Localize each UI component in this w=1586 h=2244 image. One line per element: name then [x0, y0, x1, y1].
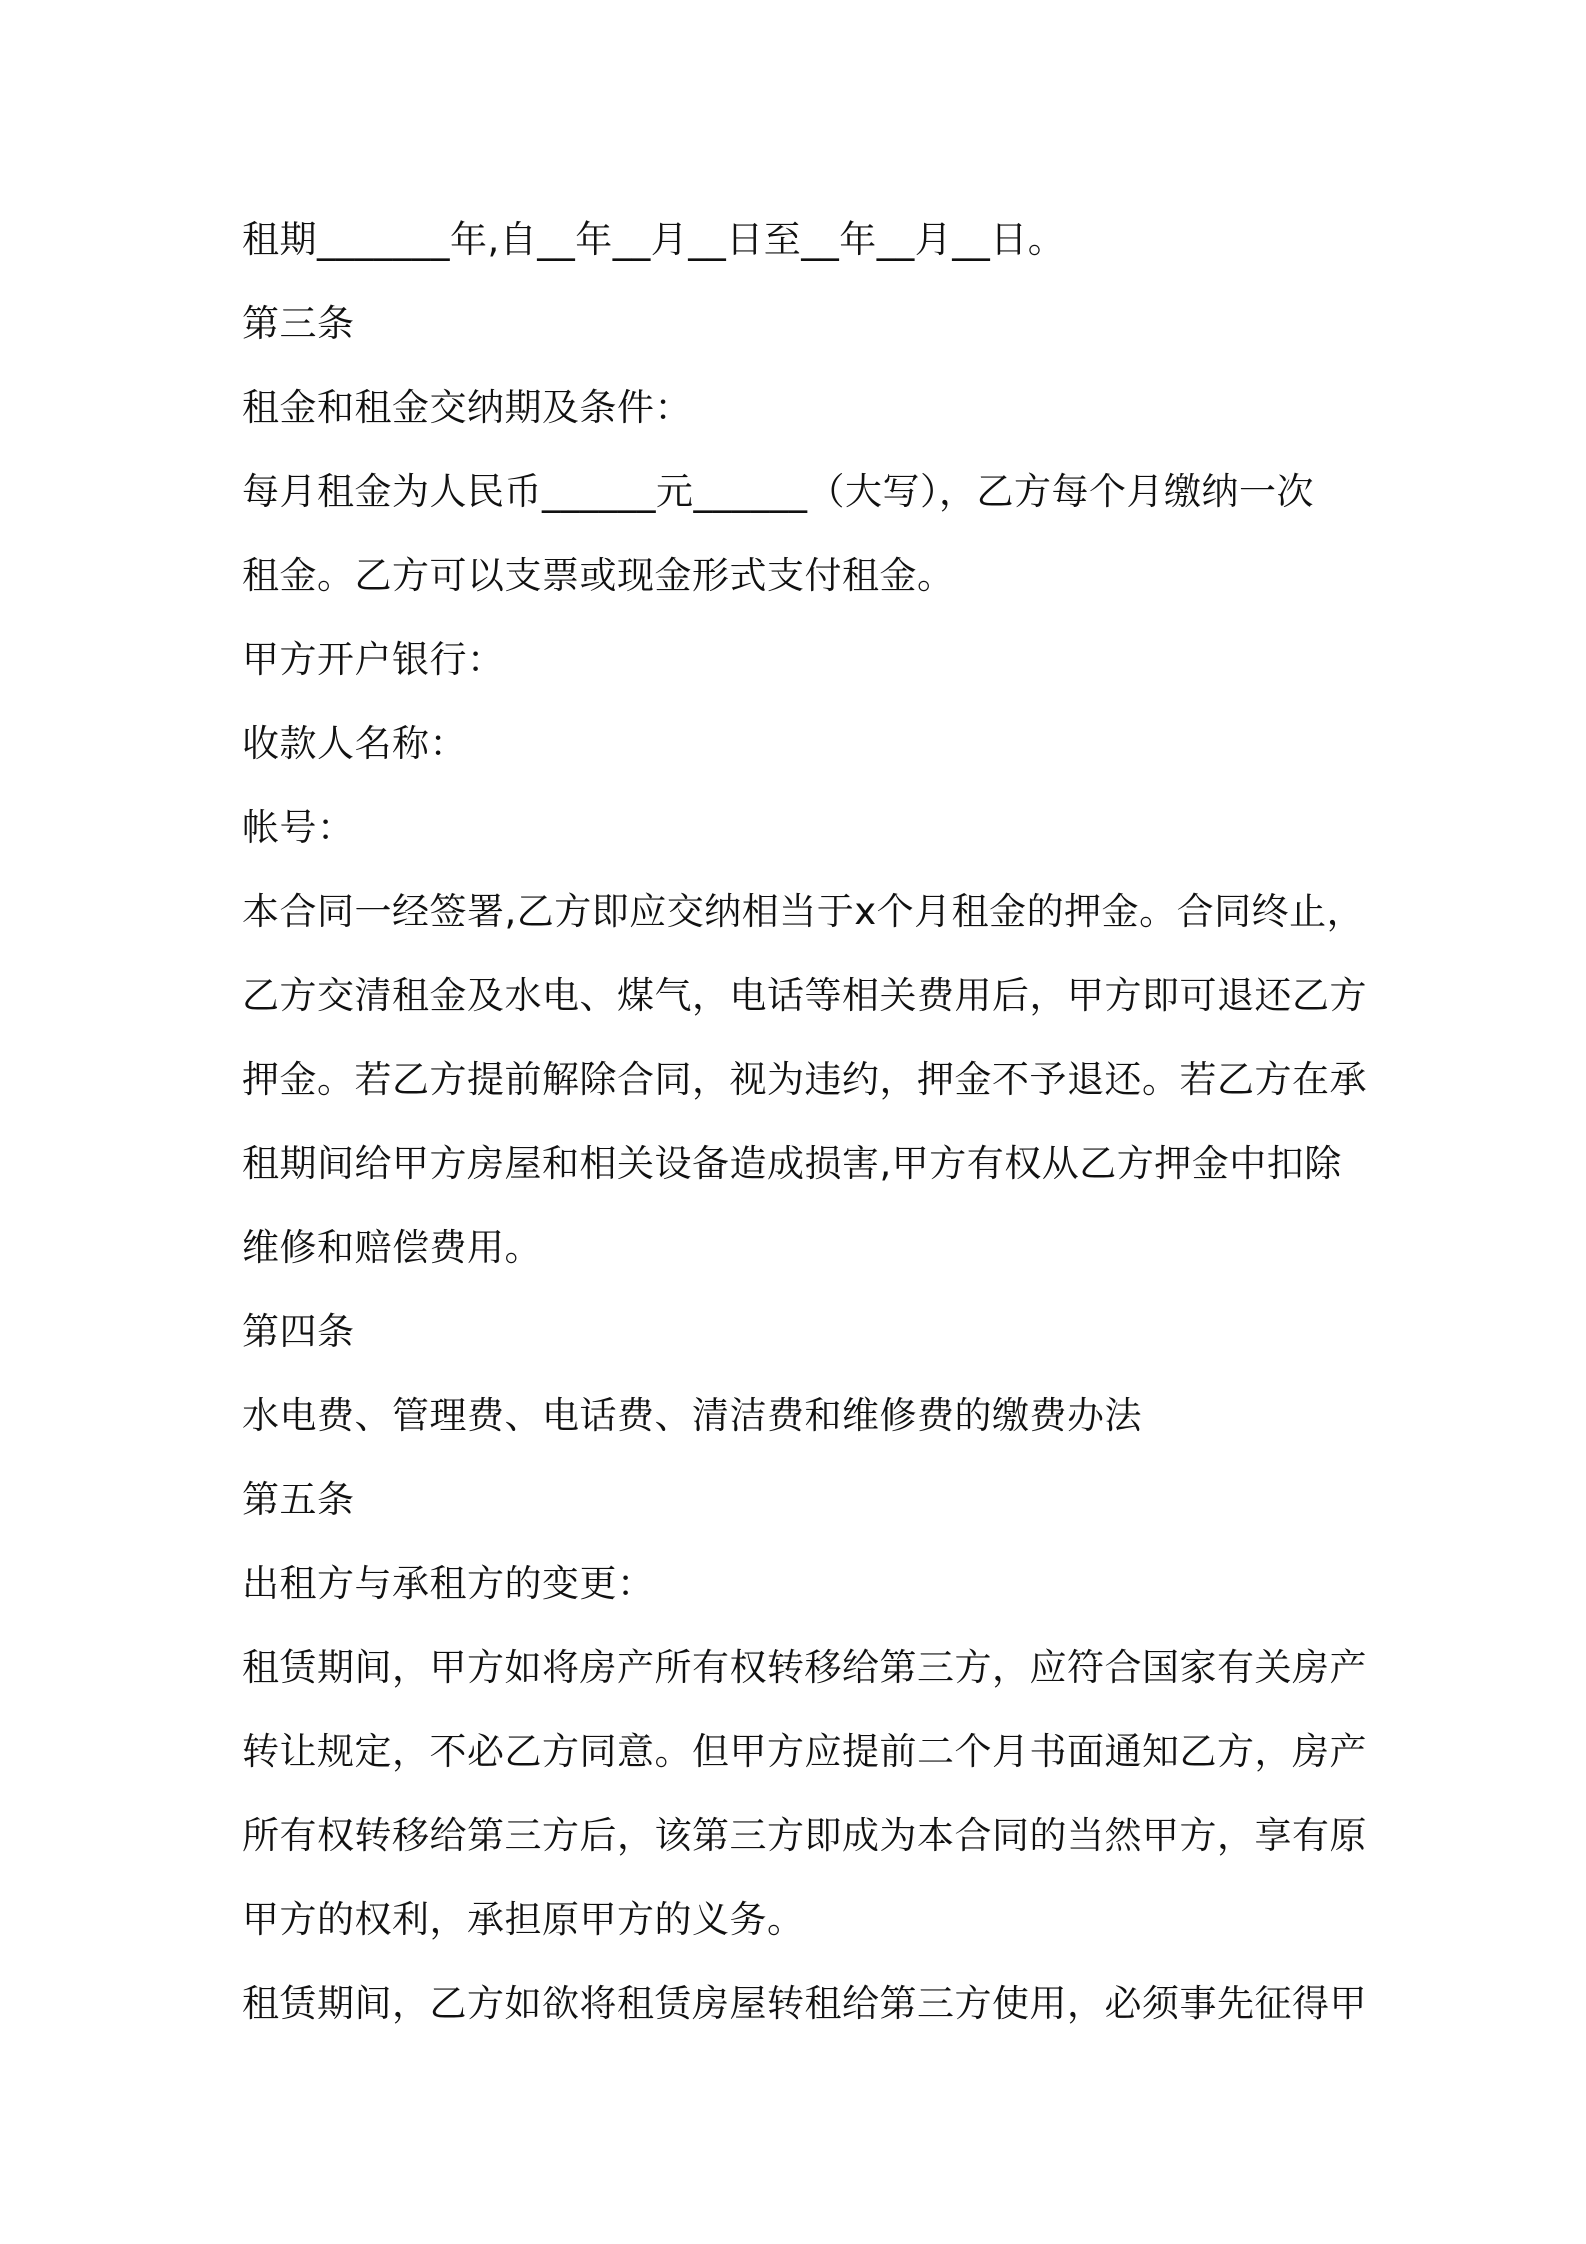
- account-field: 帐号：: [242, 806, 355, 849]
- deposit-paragraph-line-4: 租期间给甲方房屋和相关设备造成损害,甲方有权从乙方押金中扣除: [242, 1142, 1342, 1185]
- sublease-line-1: 租赁期间，乙方如欲将租赁房屋转租给第三方使用，必须事先征得甲: [242, 1982, 1367, 2025]
- ownership-transfer-line-1: 租赁期间，甲方如将房产所有权转移给第三方，应符合国家有关房产: [242, 1646, 1367, 1689]
- payee-field: 收款人名称：: [242, 722, 467, 765]
- article-3-heading: 第三条: [242, 302, 355, 345]
- ownership-transfer-line-2: 转让规定，不必乙方同意。但甲方应提前二个月书面通知乙方，房产: [242, 1730, 1367, 1773]
- deposit-paragraph-line-3: 押金。若乙方提前解除合同，视为违约，押金不予退还。若乙方在承: [242, 1058, 1367, 1101]
- fees-payment-line: 水电费、管理费、电话费、清洁费和维修费的缴费办法: [242, 1394, 1142, 1437]
- article-4-heading: 第四条: [242, 1310, 355, 1353]
- deposit-paragraph-line-1: 本合同一经签署,乙方即应交纳相当于x个月租金的押金。合同终止，: [242, 890, 1365, 933]
- deposit-paragraph-line-2: 乙方交清租金及水电、煤气，电话等相关费用后，甲方即可退还乙方: [242, 974, 1367, 1017]
- deposit-paragraph-line-5: 维修和赔偿费用。: [242, 1226, 542, 1269]
- bank-field: 甲方开户银行：: [242, 638, 505, 681]
- lease-term-line: 租期_______年,自__年__月__日至__年__月__日。: [242, 218, 1066, 261]
- monthly-rent-line: 每月租金为人民币______元______（大写），乙方每个月缴纳一次: [242, 470, 1314, 513]
- document-body: [242, 198, 1367, 2046]
- payment-method-line: 租金。乙方可以支票或现金形式支付租金。: [242, 554, 955, 597]
- rent-terms-title: 租金和租金交纳期及条件：: [242, 386, 692, 429]
- article-5-heading: 第五条: [242, 1478, 355, 1521]
- ownership-transfer-line-3: 所有权转移给第三方后，该第三方即成为本合同的当然甲方，享有原: [242, 1814, 1367, 1857]
- party-change-title: 出租方与承租方的变更：: [242, 1562, 655, 1605]
- ownership-transfer-line-4: 甲方的权利，承担原甲方的义务。: [242, 1898, 805, 1941]
